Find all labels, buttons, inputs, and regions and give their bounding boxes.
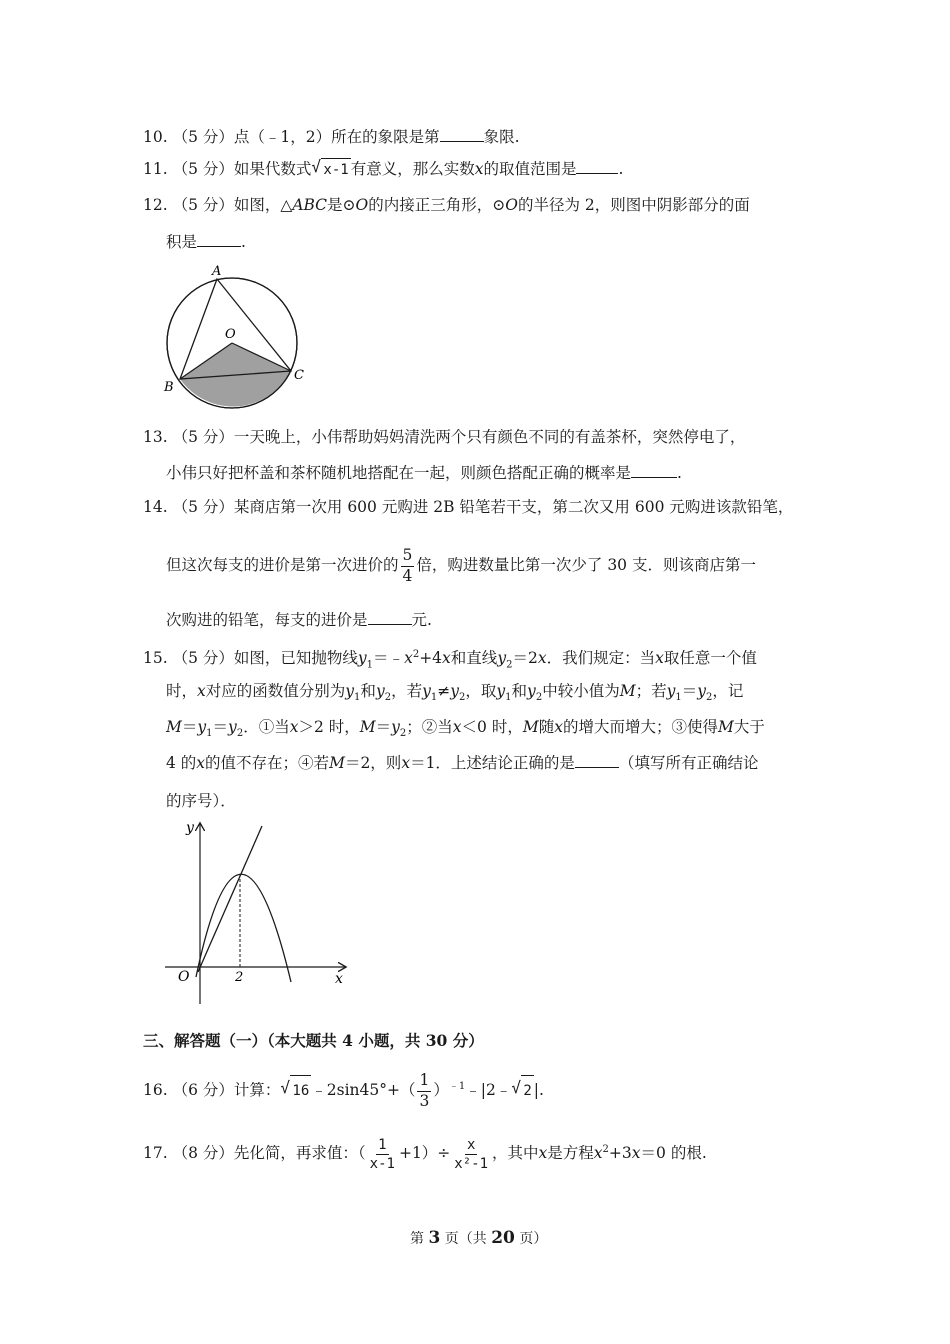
question-10: 10. （5 分）点（﹣1，2）所在的象限是第 象限. [143, 128, 520, 146]
line-y2x [198, 826, 262, 972]
label-o: O [225, 327, 236, 342]
parabola-curve [196, 874, 291, 982]
question-15: 15. （5 分）如图，已知抛物线$y_1=﹣x^2+4x$和直线$y_2=2x$．我们规定：当x取任意一个值 [143, 649, 757, 671]
answer-blank [631, 462, 677, 478]
label-b: B [164, 380, 174, 395]
question-11: 11. （5 分）如果代数式√ x-1 有意义，那么实数x的取值范围是 . [143, 158, 623, 181]
answer-blank [440, 126, 484, 142]
label-a: A [212, 264, 222, 279]
sqrt-expression: √ x-1 [311, 158, 350, 181]
label-c: C [294, 368, 304, 383]
question-15-line3: $M=y_1=y_2$．①当x＞2 时，$M=y_2$；②当x＜0 时，M随x的增大而增大；③使得M大于 [166, 718, 765, 740]
answer-blank [368, 609, 412, 625]
fraction-5-4: $\frac{5}{4}$ [402, 546, 413, 585]
parabola-line-graph [160, 812, 360, 1012]
answer-blank [576, 158, 618, 174]
section-heading: 三、解答题（一）（本大题共 4 小题，共 30 分） [143, 1031, 484, 1050]
answer-blank [197, 231, 241, 247]
page-total: 20 [491, 1228, 515, 1248]
label-2: 2 [235, 970, 244, 985]
question-12-line2: 积是 . [166, 233, 246, 251]
question-14-line2: 但这次每支的进价是第一次进价的 $\frac{5}{4}$ 倍，购进数量比第一次少了 30 支．则该商店第一 [166, 546, 756, 585]
sqrt-16: √ 16 [280, 1075, 311, 1106]
label-x: x [335, 971, 343, 987]
question-16: 16. （6 分）计算：√ 16 ﹣2sin45°+（ $\frac{1}{3}$ ）$^{﹣1}$﹣|2﹣√ 2 |. [143, 1072, 544, 1109]
fraction-x-over-x2-1: $\frac{x}{\text{x²-1}}$ [454, 1136, 489, 1172]
question-15-line4: 4 的x的值不存在；④若M＝2，则x＝1．上述结论正确的是 （填写所有正确结论 [166, 754, 759, 772]
question-13-line2: 小伟只好把杯盖和茶杯随机地搭配在一起，则颜色搭配正确的概率是 . [166, 464, 682, 482]
label-y: y [186, 820, 194, 836]
question-14-line3: 次购进的铅笔，每支的进价是 元. [166, 611, 432, 629]
question-15-line5: 的序号）． [166, 792, 236, 810]
page-number: 3 [428, 1228, 441, 1248]
circle-triangle-figure [160, 260, 310, 412]
answer-blank [575, 752, 619, 768]
question-17: 17. （8 分）先化简，再求值：（ $\frac{1}{x-1}$ +1）÷ $\frac{x}{\text{x²-1}}$ ，其中x是方程$x^2+3x=0$ 的根. [143, 1136, 707, 1172]
question-12: 12. （5 分）如图，△ABC是⊙O的内接正三角形，⊙O的半径为 2，则图中阴影部分的面 [143, 196, 750, 214]
label-o: O [178, 969, 190, 985]
fraction-1-3: $\frac{1}{3}$ [419, 1071, 430, 1110]
sqrt-2: √ 2 [511, 1075, 533, 1106]
fraction-1-over-x-1: $\frac{1}{x-1}$ [369, 1136, 395, 1172]
page-footer: 第 3 页（共 20 页） [410, 1228, 548, 1248]
question-15-line2: 时，x对应的函数值分别为$y_1$和$y_2$，若$y_1\ne y_2$，取$y_1$和$y_2$中较小值为M；若$y_1=y_2$，记 [166, 682, 744, 704]
question-14: 14. （5 分）某商店第一次用 600 元购进 2B 铅笔若干支，第二次又用 600 元购进该款铅笔， [143, 498, 794, 516]
question-13: 13. （5 分）一天晚上，小伟帮助妈妈清洗两个只有颜色不同的有盖茶杯，突然停电了， [143, 428, 746, 446]
